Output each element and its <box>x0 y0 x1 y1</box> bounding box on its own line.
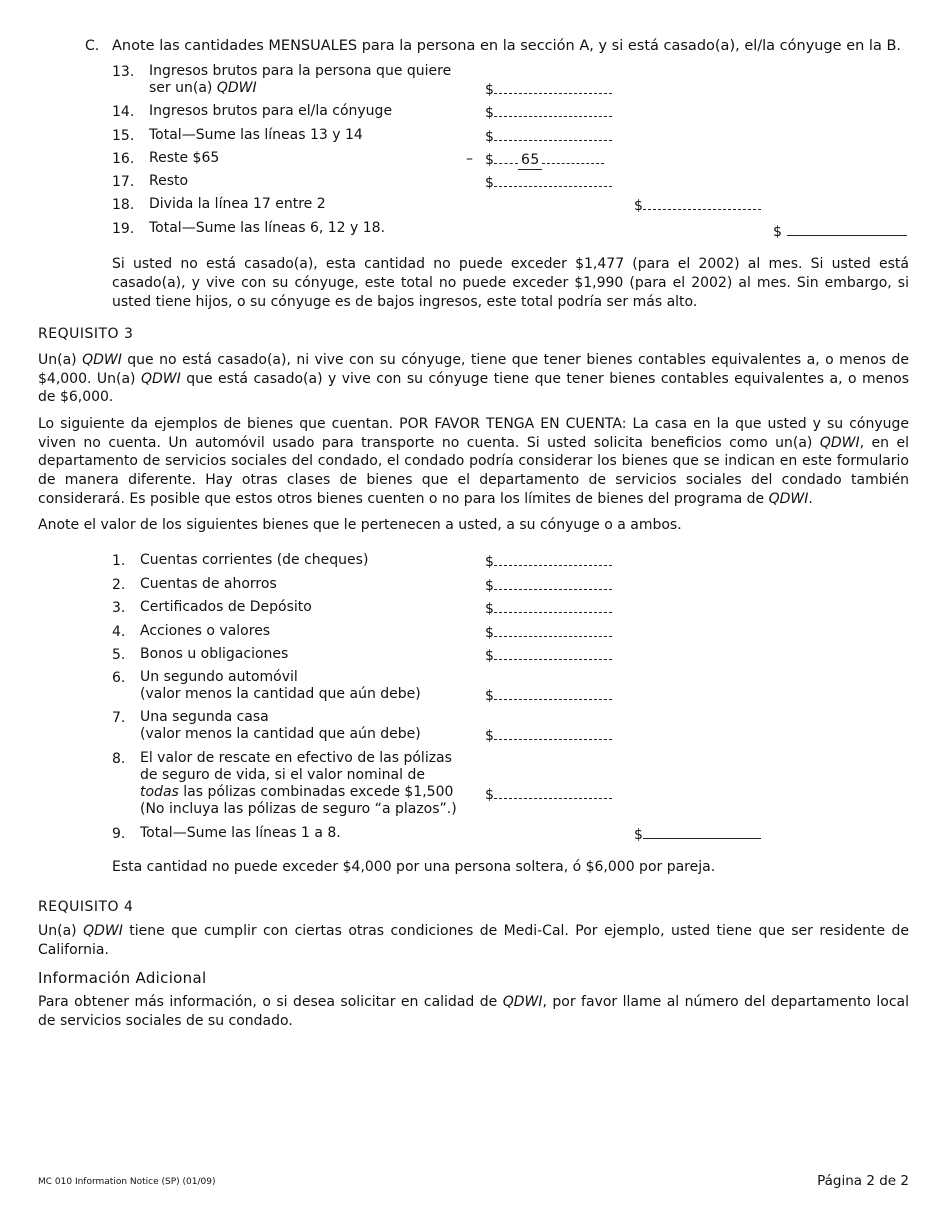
asset-6-label: Un segundo automóvil (valor menos la cantidad que aún debe) <box>140 669 421 702</box>
line-16-number: 16. <box>112 151 135 167</box>
line-15-number: 15. <box>112 128 135 144</box>
line-16-minus: – <box>466 151 473 167</box>
asset-8-number: 8. <box>112 751 126 767</box>
line-19-field[interactable]: $ <box>773 220 907 241</box>
requisito-3-paragraph-3: Anote el valor de los siguientes bienes que le pertenecen a usted, a su cónyuge o a ambos. <box>38 517 682 533</box>
line-17-field[interactable]: $ <box>485 173 612 192</box>
line-16-field[interactable]: $ 65 <box>485 150 604 170</box>
requisito-3-heading: REQUISITO 3 <box>38 326 134 342</box>
line-15-label: Total—Sume las líneas 13 y 14 <box>149 127 363 143</box>
asset-2-label: Cuentas de ahorros <box>140 576 277 592</box>
info-paragraph: Para obtener más información, o si desea solicitar en calidad de QDWI, por favor llame al número del departamento local de servicios sociales de su condado. <box>38 994 909 1029</box>
asset-9-label: Total—Sume las líneas 1 a 8. <box>140 825 341 841</box>
page-number: Página 2 de 2 <box>817 1173 909 1189</box>
asset-7-number: 7. <box>112 710 126 726</box>
requisito-4-heading: REQUISITO 4 <box>38 899 134 915</box>
asset-8-field[interactable]: $ <box>485 785 612 804</box>
asset-6-field[interactable]: $ <box>485 686 612 705</box>
asset-2-number: 2. <box>112 577 126 593</box>
section-c-letter: C. <box>85 38 100 54</box>
line-18-label: Divida la línea 17 entre 2 <box>149 196 326 212</box>
line-13-label: Ingresos brutos para la persona que quiere ser un(a) QDWI <box>149 63 452 96</box>
line-13-field[interactable]: $ <box>485 80 612 99</box>
asset-7-label: Una segunda casa (valor menos la cantidad que aún debe) <box>140 709 421 742</box>
line-19-label: Total—Sume las líneas 6, 12 y 18. <box>149 220 386 236</box>
line-18-field[interactable]: $ <box>634 196 761 215</box>
line-16-label: Reste $65 <box>149 150 220 166</box>
assets-note: Esta cantidad no puede exceder $4,000 por una persona soltera, ó $6,000 por pareja. <box>112 859 716 875</box>
asset-3-label: Certificados de Depósito <box>140 599 312 615</box>
line-17-label: Resto <box>149 173 189 189</box>
section-c-heading: Anote las cantidades MENSUALES para la persona en la sección A, y si está casado(a), el/la cónyuge en la B. <box>112 38 902 54</box>
asset-9-total-field[interactable]: $ <box>634 825 761 844</box>
line-14-label: Ingresos brutos para el/la cónyuge <box>149 103 393 119</box>
requisito-3-paragraph-2: Lo siguiente da ejemplos de bienes que cuentan. POR FAVOR TENGA EN CUENTA: La casa en la que usted y su cónyuge viven no cuenta. Un automóvil usado para transporte no cuenta. Si usted solicita beneficios como un(a) QDWI, en el departamento de servicios sociales del condado, el condado podría considerar los bienes que se indican en este formulario de manera diferente. Hay otras clases de bienes que el departamento de servicios sociales del condado también considerará. Es posible que estos otros bienes cuenten o no para los límites de bienes del programa de QDWI. <box>38 416 909 507</box>
line-14-number: 14. <box>112 104 135 120</box>
line-17-number: 17. <box>112 174 135 190</box>
asset-6-number: 6. <box>112 670 126 686</box>
section-c-note: Si usted no está casado(a), esta cantidad no puede exceder $1,477 (para el 2002) al mes. Si usted está casado(a), y vive con su cónyuge, este total no puede exceder $1,990 (para el 2002) al mes. Sin embargo, si usted tiene hijos, o su cónyuge es de bajos ingresos, este total podría ser más alto. <box>112 256 909 310</box>
line-18-number: 18. <box>112 197 135 213</box>
requisito-3-paragraph-1: Un(a) QDWI que no está casado(a), ni vive con su cónyuge, tiene que tener bienes contables equivalentes a, o menos de $4,000. Un(a) QDWI que está casado(a) y vive con su cónyuge tiene que tener bienes contables equivalentes a, o menos de $6,000. <box>38 352 910 406</box>
line-13-number: 13. <box>112 64 135 80</box>
asset-9-number: 9. <box>112 826 126 842</box>
asset-5-field[interactable]: $ <box>485 646 612 665</box>
form-id: MC 010 Information Notice (SP) (01/09) <box>38 1177 216 1187</box>
asset-5-number: 5. <box>112 647 126 663</box>
requisito-4-paragraph: Un(a) QDWI tiene que cumplir con ciertas otras condiciones de Medi-Cal. Por ejemplo, usted tiene que ser residente de California. <box>38 923 909 958</box>
asset-4-field[interactable]: $ <box>485 623 612 642</box>
asset-1-label: Cuentas corrientes (de cheques) <box>140 552 369 568</box>
asset-5-label: Bonos u obligaciones <box>140 646 289 662</box>
line-14-field[interactable]: $ <box>485 103 612 122</box>
asset-1-number: 1. <box>112 553 126 569</box>
asset-7-field[interactable]: $ <box>485 726 612 745</box>
asset-3-field[interactable]: $ <box>485 599 612 618</box>
asset-3-number: 3. <box>112 600 126 616</box>
line-19-number: 19. <box>112 221 135 237</box>
asset-4-number: 4. <box>112 624 126 640</box>
asset-2-field[interactable]: $ <box>485 576 612 595</box>
info-heading: Información Adicional <box>38 969 207 987</box>
line-15-field[interactable]: $ <box>485 127 612 146</box>
asset-1-field[interactable]: $ <box>485 552 612 571</box>
asset-4-label: Acciones o valores <box>140 623 271 639</box>
asset-8-label: El valor de rescate en efectivo de las pólizas de seguro de vida, si el valor nominal de todas las pólizas combinadas excede $1,500 (No incluya las pólizas de seguro “a plazos”.) <box>140 750 457 817</box>
